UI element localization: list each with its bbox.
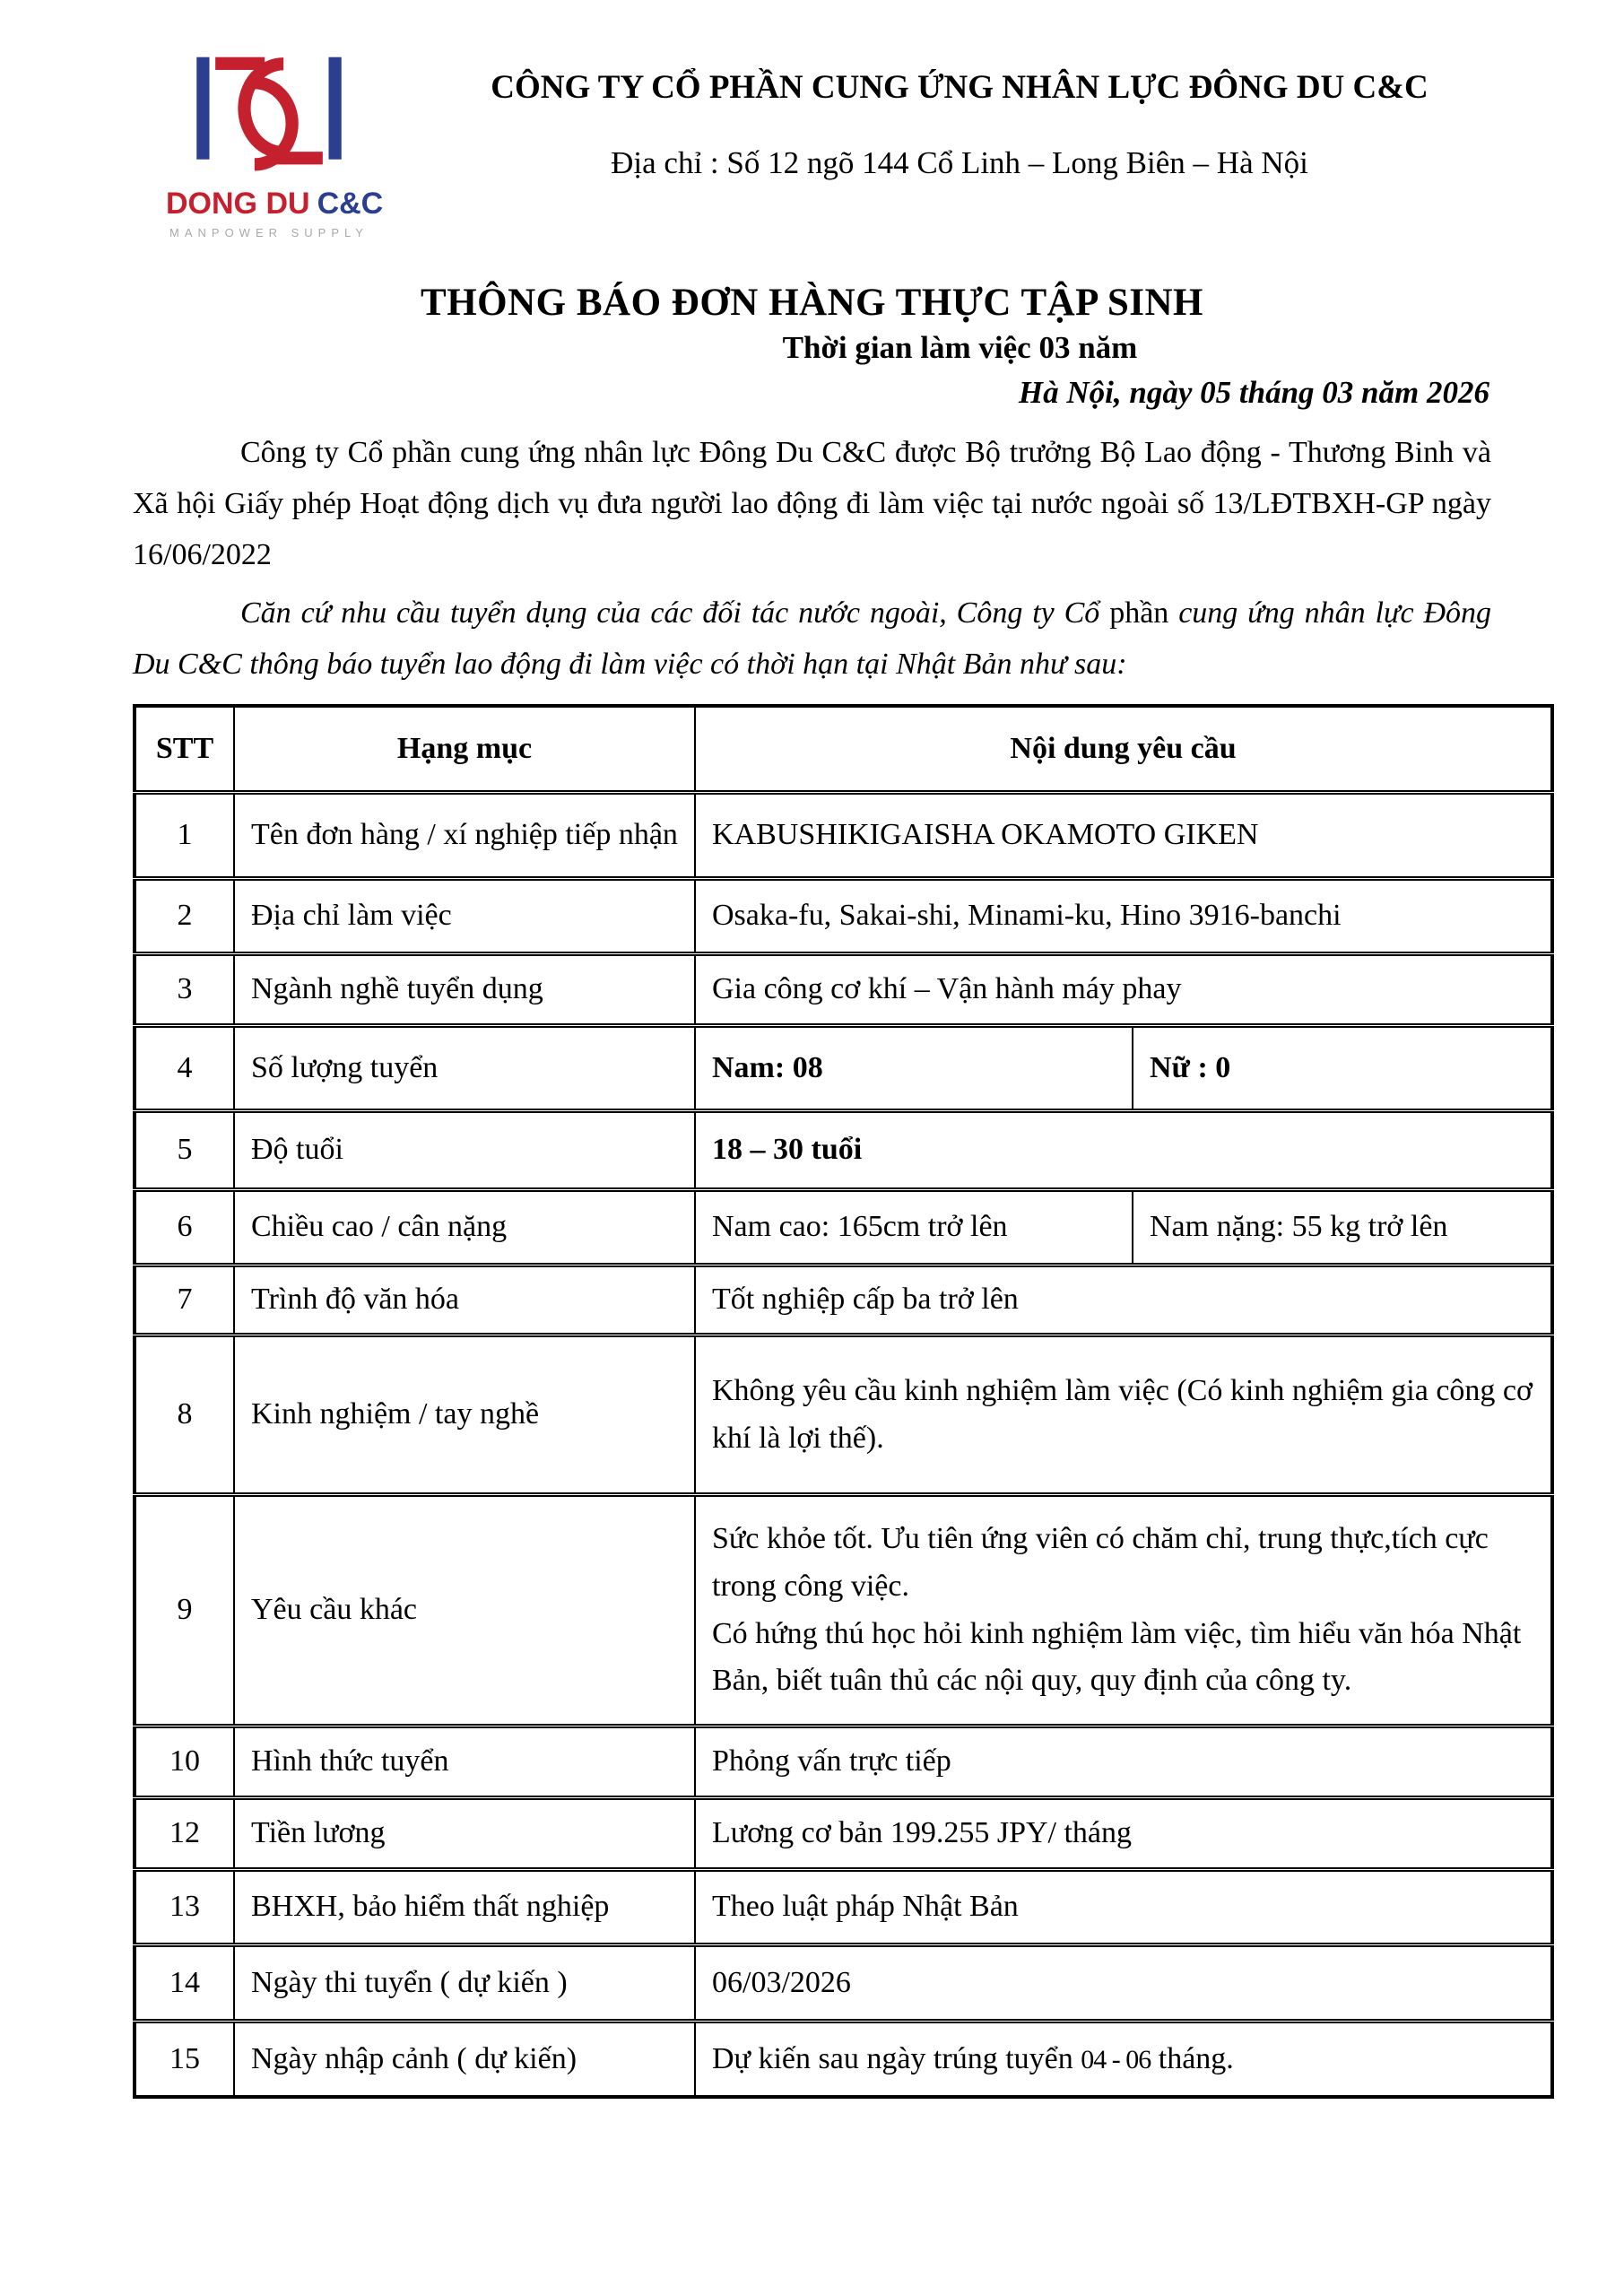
header-category: Hạng mục [234,706,695,793]
row-label: Ngày nhập cảnh ( dự kiến) [234,2022,695,2097]
row-value: Gia công cơ khí – Vận hành máy phay [695,954,1552,1026]
row-label: Kinh nghiệm / tay nghề [234,1335,695,1495]
row-value-prefix: Dự kiến sau ngày trúng tuyển [712,2041,1081,2075]
row-value: KABUSHIKIGAISHA OKAMOTO GIKEN [695,793,1552,879]
intro-paragraph-2 [133,587,1491,690]
row-value: 06/03/2026 [695,1945,1552,2022]
row-value: Osaka-fu, Sakai-shi, Minami-ku, Hino 3916-banchi [695,879,1552,954]
row-value-weight: Nam nặng: 55 kg trở lên [1133,1190,1552,1265]
header-text [372,52,1547,181]
row-stt: 3 [135,954,234,1026]
dateline: Hà Nội, ngày 05 tháng 03 năm 2026 [1018,374,1489,410]
row-stt: 14 [135,1945,234,2022]
document-subtitle: Thời gian làm việc 03 năm [782,329,1138,365]
row-label: Độ tuổi [234,1111,695,1190]
row-label: Hình thức tuyển [234,1726,695,1798]
document-header [166,52,1547,239]
table-row [135,793,1552,879]
table-row [135,1870,1552,1945]
row-stt: 2 [135,879,234,954]
row-label: BHXH, bảo hiểm thất nghiệp [234,1870,695,1945]
logo-name [166,187,384,221]
intro-paragraph-2-italic-2: cung ứng nhân lực Đông Du C&C thông báo tuyển lao động đi làm việc có thời hạn tại Nhật Bản như sau: [133,596,1492,682]
row-value: Không yêu cầu kinh nghiệm làm việc (Có kinh nghiệm gia công cơ khí là lợi thế). [695,1335,1552,1495]
header-content: Nội dung yêu cầu [695,706,1552,793]
row-stt: 12 [135,1798,234,1870]
table-row [135,954,1552,1026]
table-row [135,1945,1552,2022]
table-row [135,2022,1552,2097]
row-stt: 6 [135,1190,234,1265]
table-row [135,1798,1552,1870]
company-address: Địa chỉ : Số 12 ngõ 144 Cổ Linh – Long Biên – Hà Nội [611,145,1308,181]
row-value: Tốt nghiệp cấp ba trở lên [695,1265,1552,1335]
row-value-suffix: tháng. [1151,2041,1234,2075]
table-row [135,1265,1552,1335]
table-row [135,1335,1552,1495]
row-value [695,1495,1552,1726]
table-row [135,1111,1552,1190]
row-value: 18 – 30 tuổi [695,1111,1552,1190]
row-value-female: Nữ : 0 [1133,1026,1552,1111]
row-value: Theo luật pháp Nhật Bản [695,1870,1552,1945]
table-row [135,1495,1552,1726]
logo-mark-icon [166,52,372,188]
row-label: Tên đơn hàng / xí nghiệp tiếp nhận [234,793,695,879]
row-stt: 5 [135,1111,234,1190]
table-header-row [135,706,1552,793]
company-name: CÔNG TY CỔ PHẦN CUNG ỨNG NHÂN LỰC ĐÔNG DU C&C [491,69,1429,106]
row-stt: 9 [135,1495,234,1726]
row-label: Chiều cao / cân nặng [234,1190,695,1265]
row-stt: 1 [135,793,234,879]
row-value-range: 04 - 06 [1081,2044,1151,2074]
row-stt: 4 [135,1026,234,1111]
header-stt: STT [135,706,234,793]
row-label: Ngày thi tuyển ( dự kiến ) [234,1945,695,2022]
document-title: THÔNG BÁO ĐƠN HÀNG THỰC TẬP SINH [421,281,1203,324]
row-value-line: Sức khỏe tốt. Ưu tiên ứng viên có chăm chỉ, trung thực,tích cực trong công việc. [712,1522,1489,1604]
table-row [135,1026,1552,1111]
row-stt: 8 [135,1335,234,1495]
logo-name-blue: C&C [317,187,384,221]
company-logo [166,52,384,239]
row-label: Ngành nghề tuyển dụng [234,954,695,1026]
table-row [135,1726,1552,1798]
row-value-line: Có hứng thú học hỏi kinh nghiệm làm việc, tìm hiểu văn hóa Nhật Bản, biết tuân thủ các nội quy, quy định của công ty. [712,1616,1522,1698]
logo-name-red: DONG DU [166,187,310,221]
row-value: Lương cơ bản 199.255 JPY/ tháng [695,1798,1552,1870]
row-value: Phỏng vấn trực tiếp [695,1726,1552,1798]
intro-paragraph-2-italic-1: Căn cứ nhu cầu tuyển dụng của các đối tác nước ngoài, Công ty Cổ [240,596,1110,631]
row-value [695,2022,1552,2097]
row-value-male: Nam: 08 [695,1026,1133,1111]
row-label: Tiền lương [234,1798,695,1870]
row-stt: 7 [135,1265,234,1335]
row-label: Số lượng tuyển [234,1026,695,1111]
row-value-height: Nam cao: 165cm trở lên [695,1190,1133,1265]
row-stt: 15 [135,2022,234,2097]
intro-paragraph-1: Công ty Cổ phần cung ứng nhân lực Đông Du C&C được Bộ trưởng Bộ Lao động - Thương Binh và Xã hội Giấy phép Hoạt động dịch vụ đưa người lao động đi làm việc tại nước ngoài số 13/LĐTBXH-GP ngày 16/06/2022 [133,435,1491,571]
logo-tagline: MANPOWER SUPPLY [169,225,369,239]
row-label: Yêu cầu khác [234,1495,695,1726]
table-row [135,1190,1552,1265]
row-stt: 13 [135,1870,234,1945]
intro-paragraph-2-roman: phần [1109,596,1179,631]
row-stt: 10 [135,1726,234,1798]
row-label: Địa chỉ làm việc [234,879,695,954]
table-row [135,879,1552,954]
requirements-table [133,704,1554,2099]
row-label: Trình độ văn hóa [234,1265,695,1335]
